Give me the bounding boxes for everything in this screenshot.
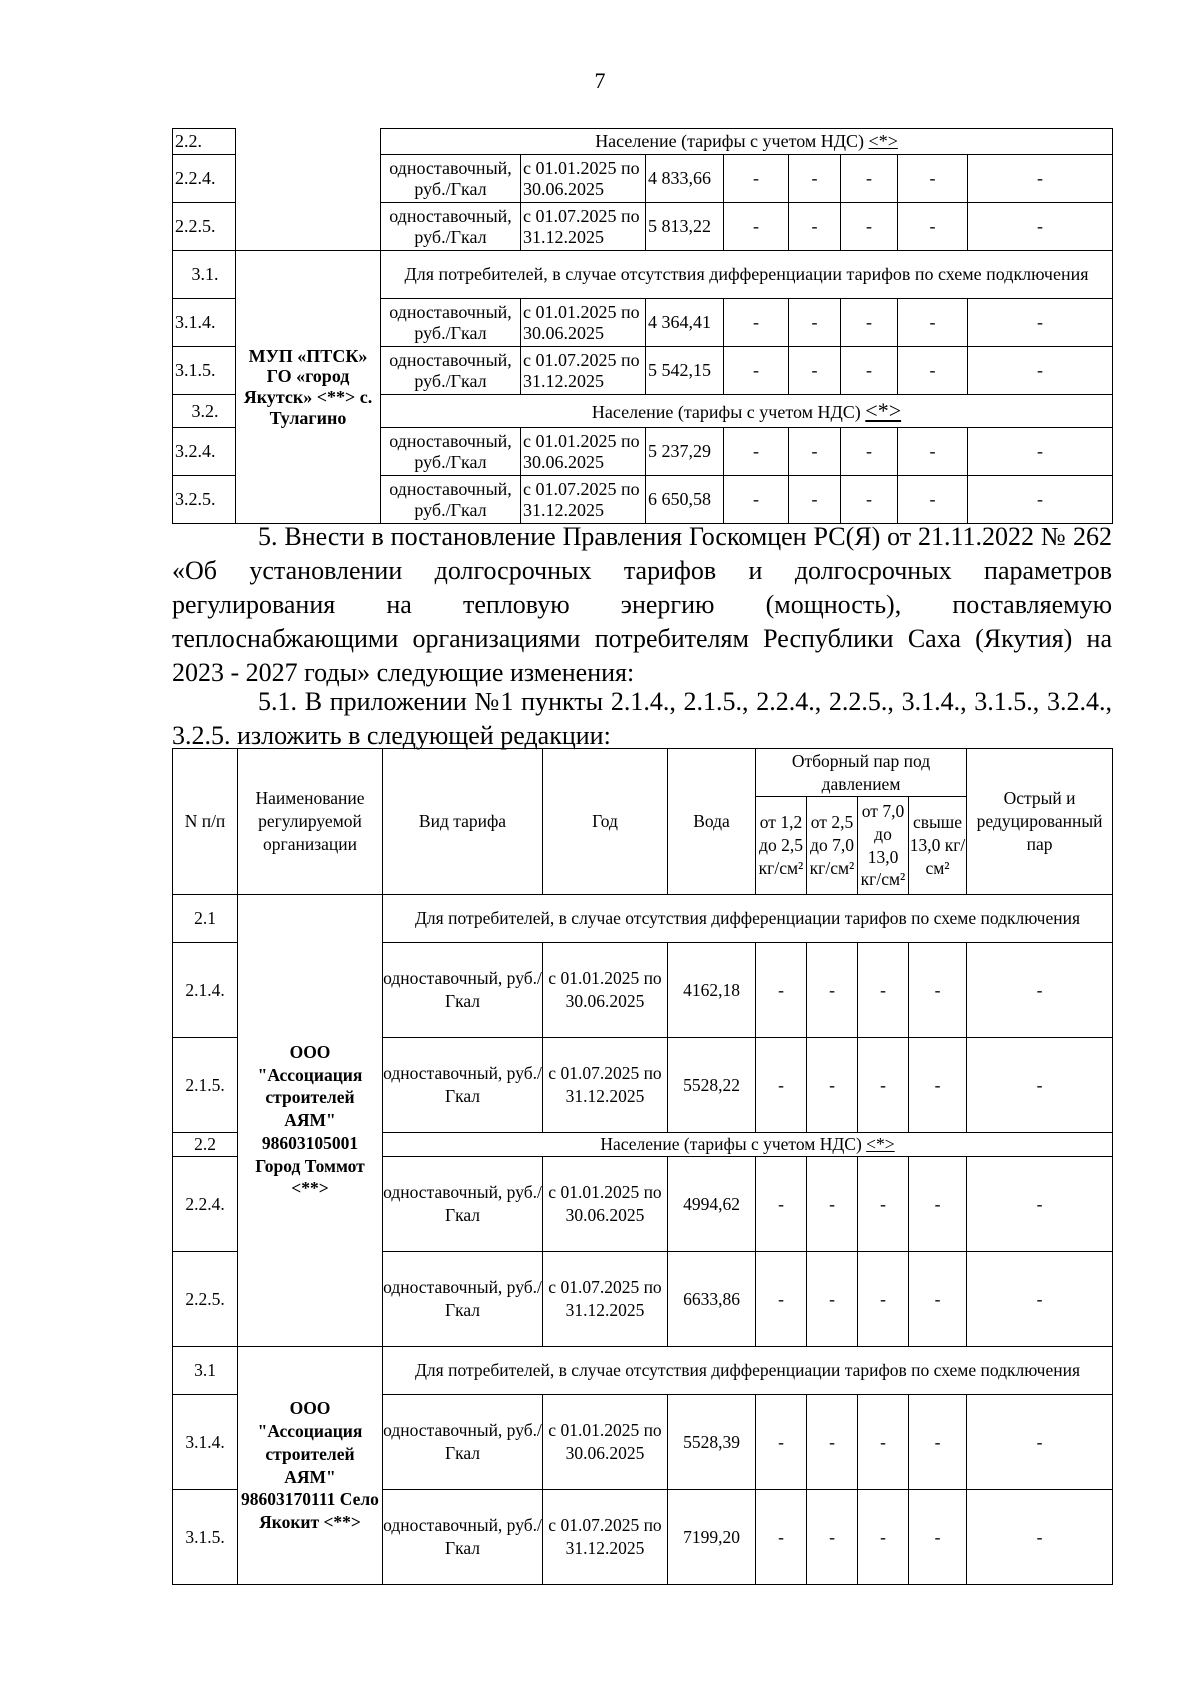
row-number: 2.2.4. [173,155,236,203]
table-row [173,129,1113,155]
table-row [173,1347,1113,1395]
dash-cell: - [756,1252,807,1347]
dash-cell: - [968,428,1113,476]
row-number: 2.2. [173,129,236,155]
water-value: 4162,18 [668,943,756,1038]
tariff-period: с 01.07.2025 по 31.12.2025 [521,347,646,395]
dash-cell: - [858,1157,909,1252]
tariff-kind: одноставочный, руб./Гкал [383,1395,543,1490]
org-cell-blank [236,129,381,251]
paragraph-5: 5. Внести в постановление Правления Госкомцен РС(Я) от 21.11.2022 № 262 «Об установлении долгосрочных тарифов и долгосрочных параметров регулирования на тепловую энергию (мощность), поставляемую теплоснабжающими организациями потребителям Республики Саха (Якутия) на 2023 - 2027 годы» следующие изменения: [172,522,1112,687]
row-number: 3.1.4. [173,299,236,347]
row-number: 2.2.4. [173,1157,238,1252]
dash-cell: - [967,1395,1113,1490]
col-header-num: N п/п [173,749,238,895]
dash-cell: - [756,1395,807,1490]
org-name: МУП «ПТСК» ГО «город Якутск» <**> с. Тулагино [236,251,381,524]
paragraph-5-1: 5.1. В приложении №1 пункты 2.1.4., 2.1.5., 2.2.4., 2.2.5., 3.1.4., 3.1.5., 3.2.4., 3.2.5. изложить в следующей редакции: [172,687,1112,750]
dash-cell: - [807,1252,858,1347]
water-value: 5528,39 [668,1395,756,1490]
row-number: 3.2. [173,395,236,428]
org-name: ООО "Ассоциация строителей АЯМ" 98603105001 Город Томмот <**> [238,895,383,1347]
row-number: 2.1.5. [173,1038,238,1133]
water-value: 5 237,29 [646,428,724,476]
tariff-period: с 01.01.2025 по 30.06.2025 [543,943,668,1038]
dash-cell: - [898,476,968,524]
tariff-kind: одноставочный, руб./Гкал [383,1252,543,1347]
tariff-period: с 01.01.2025 по 30.06.2025 [543,1395,668,1490]
water-value: 7199,20 [668,1490,756,1585]
tariff-period: с 01.07.2025 по 31.12.2025 [543,1038,668,1133]
dash-cell: - [967,1490,1113,1585]
dash-cell: - [909,1038,967,1133]
section-title: Население (тарифы с учетом НДС) <*> [383,1133,1113,1157]
dash-cell: - [858,943,909,1038]
dash-cell: - [968,155,1113,203]
dash-cell: - [724,347,789,395]
dash-cell: - [841,155,898,203]
tariff-kind: одноставочный, руб./Гкал [383,1038,543,1133]
dash-cell: - [789,428,841,476]
tariff-period: с 01.01.2025 по 30.06.2025 [543,1157,668,1252]
col-header-steam: Отборный пар под давлением [756,749,967,797]
dash-cell: - [841,203,898,251]
row-number: 3.1.4. [173,1395,238,1490]
tariff-kind: одноставочный, руб./Гкал [381,299,521,347]
col-header-sharp-steam: Острый и редуцированный пар [967,749,1113,895]
dash-cell: - [909,1395,967,1490]
dash-cell: - [909,1157,967,1252]
water-value: 4 833,66 [646,155,724,203]
tariff-period: с 01.01.2025 по 30.06.2025 [521,155,646,203]
dash-cell: - [909,1490,967,1585]
row-number: 3.1.5. [173,347,236,395]
dash-cell: - [724,203,789,251]
tariff-kind: одноставочный, руб./Гкал [381,155,521,203]
dash-cell: - [858,1038,909,1133]
dash-cell: - [898,155,968,203]
row-number: 2.1 [173,895,238,943]
dash-cell: - [841,299,898,347]
row-number: 3.2.5. [173,476,236,524]
tariff-table-continued [172,128,1113,524]
section-title: Для потребителей, в случае отсутствия дифференциации тарифов по схеме подключения [381,251,1113,299]
water-value: 5 813,22 [646,203,724,251]
dash-cell: - [858,1252,909,1347]
row-number: 2.2.5. [173,203,236,251]
dash-cell: - [756,1038,807,1133]
row-number: 3.2.4. [173,428,236,476]
tariff-kind: одноставочный, руб./Гкал [381,476,521,524]
col-header-year: Год [543,749,668,895]
tariff-kind: одноставочный, руб./Гкал [383,1490,543,1585]
row-number: 3.1.5. [173,1490,238,1585]
tariff-table-new [172,748,1113,1585]
dash-cell: - [789,476,841,524]
dash-cell: - [724,155,789,203]
col-header-p4: свыше 13,0 кг/см² [909,797,967,895]
col-header-p2: от 2,5 до 7,0 кг/см² [807,797,858,895]
tariff-period: с 01.01.2025 по 30.06.2025 [521,428,646,476]
col-header-kind: Вид тарифа [383,749,543,895]
section-title: Для потребителей, в случае отсутствия дифференциации тарифов по схеме подключения [383,1347,1113,1395]
row-number: 2.1.4. [173,943,238,1038]
tariff-period: с 01.07.2025 по 31.12.2025 [521,203,646,251]
col-header-org: Наименование регулируемой организации [238,749,383,895]
dash-cell: - [967,943,1113,1038]
tariff-kind: одноставочный, руб./Гкал [383,943,543,1038]
row-number: 2.2.5. [173,1252,238,1347]
dash-cell: - [898,428,968,476]
dash-cell: - [724,299,789,347]
tariff-period: с 01.07.2025 по 31.12.2025 [543,1490,668,1585]
col-header-p1: от 1,2 до 2,5 кг/см² [756,797,807,895]
dash-cell: - [756,1490,807,1585]
dash-cell: - [841,476,898,524]
water-value: 4994,62 [668,1157,756,1252]
tariff-period: с 01.07.2025 по 31.12.2025 [521,476,646,524]
water-value: 4 364,41 [646,299,724,347]
dash-cell: - [724,428,789,476]
dash-cell: - [968,203,1113,251]
dash-cell: - [807,1395,858,1490]
dash-cell: - [898,299,968,347]
tariff-period: с 01.01.2025 по 30.06.2025 [521,299,646,347]
dash-cell: - [789,203,841,251]
page-number: 7 [594,68,606,93]
col-header-water: Вода [668,749,756,895]
water-value: 5 542,15 [646,347,724,395]
dash-cell: - [724,476,789,524]
dash-cell: - [968,476,1113,524]
dash-cell: - [756,943,807,1038]
water-value: 6633,86 [668,1252,756,1347]
dash-cell: - [789,155,841,203]
table-row [173,251,1113,299]
dash-cell: - [756,1157,807,1252]
section-title: Население (тарифы с учетом НДС) <*> [381,129,1113,155]
tariff-kind: одноставочный, руб./Гкал [381,203,521,251]
tariff-period: с 01.07.2025 по 31.12.2025 [543,1252,668,1347]
tariff-kind: одноставочный, руб./Гкал [383,1157,543,1252]
dash-cell: - [807,1038,858,1133]
dash-cell: - [858,1395,909,1490]
water-value: 6 650,58 [646,476,724,524]
dash-cell: - [967,1252,1113,1347]
col-header-p3: от 7,0 до 13,0 кг/см² [858,797,909,895]
section-title: Население (тарифы с учетом НДС) <*> [381,395,1113,428]
table-row [173,895,1113,943]
water-value: 5528,22 [668,1038,756,1133]
tariff-kind: одноставочный, руб./Гкал [381,347,521,395]
dash-cell: - [841,347,898,395]
row-number: 3.1. [173,251,236,299]
dash-cell: - [841,428,898,476]
dash-cell: - [909,943,967,1038]
dash-cell: - [967,1038,1113,1133]
dash-cell: - [898,347,968,395]
org-name: ООО "Ассоциация строителей АЯМ" 98603170111 Село Якокит <**> [238,1347,383,1585]
dash-cell: - [968,347,1113,395]
dash-cell: - [968,299,1113,347]
dash-cell: - [789,299,841,347]
header-row [173,749,1113,797]
dash-cell: - [909,1252,967,1347]
row-number: 3.1 [173,1347,238,1395]
dash-cell: - [807,943,858,1038]
dash-cell: - [858,1490,909,1585]
row-number: 2.2 [173,1133,238,1157]
dash-cell: - [807,1490,858,1585]
dash-cell: - [789,347,841,395]
dash-cell: - [967,1157,1113,1252]
tariff-kind: одноставочный, руб./Гкал [381,428,521,476]
section-title: Для потребителей, в случае отсутствия дифференциации тарифов по схеме подключения [383,895,1113,943]
dash-cell: - [807,1157,858,1252]
dash-cell: - [898,203,968,251]
